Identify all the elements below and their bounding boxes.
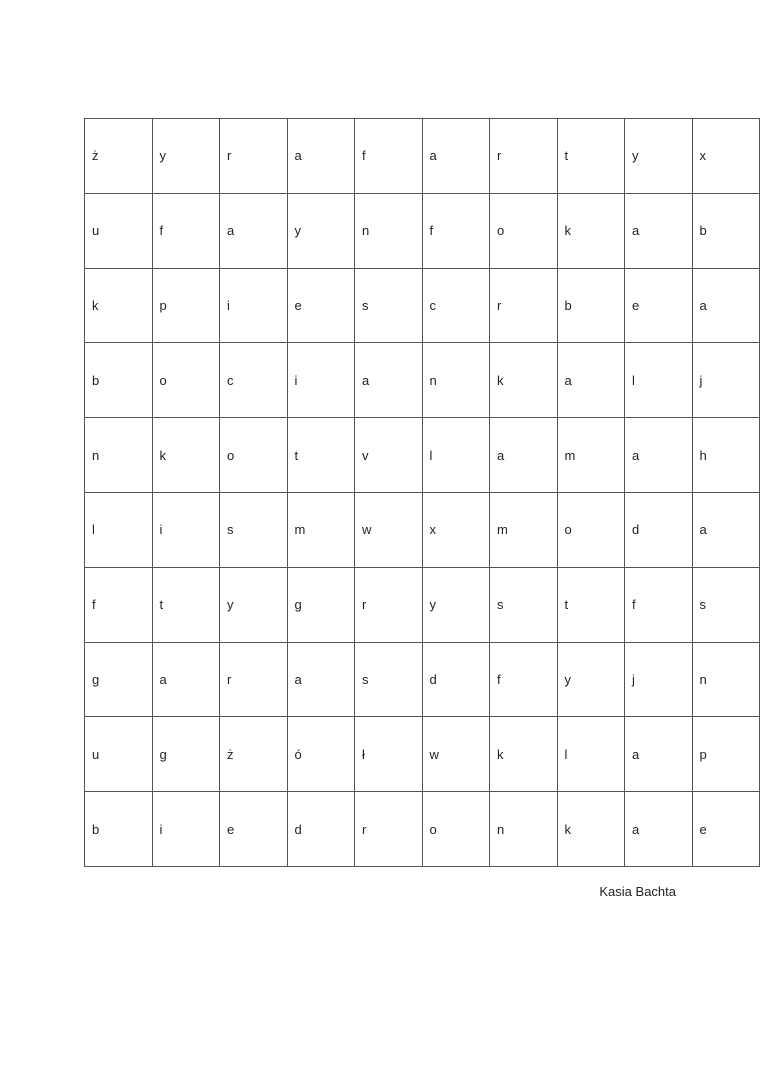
grid-cell: s xyxy=(692,567,760,642)
grid-cell: u xyxy=(85,717,153,792)
grid-row xyxy=(85,193,760,268)
grid-row xyxy=(85,268,760,343)
grid-cell: a xyxy=(422,119,490,194)
grid-row xyxy=(85,418,760,493)
grid-cell: r xyxy=(355,792,423,867)
grid-cell: b xyxy=(85,792,153,867)
author-signature: Kasia Bachta xyxy=(599,884,676,899)
grid-cell: f xyxy=(85,567,153,642)
grid-cell: p xyxy=(152,268,220,343)
grid-cell: a xyxy=(287,119,355,194)
grid-cell: i xyxy=(152,792,220,867)
grid-row xyxy=(85,792,760,867)
grid-cell: m xyxy=(490,492,558,567)
grid-cell: s xyxy=(490,567,558,642)
grid-cell: e xyxy=(692,792,760,867)
grid-cell: d xyxy=(625,492,693,567)
grid-cell: n xyxy=(422,343,490,418)
grid-cell: a xyxy=(287,642,355,717)
grid-cell: v xyxy=(355,418,423,493)
grid-cell: d xyxy=(422,642,490,717)
grid-cell: b xyxy=(557,268,625,343)
grid-row xyxy=(85,343,760,418)
grid-cell: f xyxy=(152,193,220,268)
grid-cell: s xyxy=(355,642,423,717)
grid-cell: w xyxy=(422,717,490,792)
grid-cell: i xyxy=(152,492,220,567)
grid-cell: a xyxy=(625,792,693,867)
grid-cell: o xyxy=(490,193,558,268)
grid-cell: x xyxy=(422,492,490,567)
grid-cell: x xyxy=(692,119,760,194)
grid-cell: t xyxy=(287,418,355,493)
grid-cell: a xyxy=(355,343,423,418)
grid-cell: a xyxy=(490,418,558,493)
grid-cell: t xyxy=(152,567,220,642)
grid-cell: l xyxy=(625,343,693,418)
grid-cell: b xyxy=(85,343,153,418)
grid-cell: c xyxy=(422,268,490,343)
grid-cell: f xyxy=(422,193,490,268)
grid-cell: ó xyxy=(287,717,355,792)
grid-cell: t xyxy=(557,119,625,194)
grid-cell: r xyxy=(220,119,288,194)
grid-cell: w xyxy=(355,492,423,567)
grid-cell: a xyxy=(625,193,693,268)
grid-cell: k xyxy=(490,343,558,418)
grid-cell: k xyxy=(152,418,220,493)
grid-cell: n xyxy=(692,642,760,717)
grid-cell: o xyxy=(152,343,220,418)
grid-cell: y xyxy=(152,119,220,194)
grid-cell: a xyxy=(692,268,760,343)
grid-cell: g xyxy=(152,717,220,792)
grid-cell: m xyxy=(287,492,355,567)
grid-cell: p xyxy=(692,717,760,792)
grid-cell: l xyxy=(85,492,153,567)
grid-row xyxy=(85,567,760,642)
grid-cell: e xyxy=(220,792,288,867)
grid-cell: g xyxy=(287,567,355,642)
grid-cell: o xyxy=(422,792,490,867)
grid-cell: y xyxy=(557,642,625,717)
grid-cell: c xyxy=(220,343,288,418)
grid-cell: o xyxy=(557,492,625,567)
grid-cell: n xyxy=(85,418,153,493)
grid-cell: ż xyxy=(220,717,288,792)
grid-cell: a xyxy=(625,717,693,792)
grid-cell: e xyxy=(625,268,693,343)
grid-cell: i xyxy=(220,268,288,343)
grid-cell: a xyxy=(557,343,625,418)
grid-cell: l xyxy=(422,418,490,493)
grid-cell: a xyxy=(625,418,693,493)
word-search-grid xyxy=(84,118,760,867)
grid-cell: r xyxy=(220,642,288,717)
grid-cell: f xyxy=(490,642,558,717)
grid-cell: y xyxy=(287,193,355,268)
grid-cell: r xyxy=(355,567,423,642)
grid-cell: m xyxy=(557,418,625,493)
grid-cell: y xyxy=(220,567,288,642)
grid-cell: b xyxy=(692,193,760,268)
grid-row xyxy=(85,492,760,567)
grid-cell: n xyxy=(490,792,558,867)
grid-cell: h xyxy=(692,418,760,493)
grid-cell: k xyxy=(490,717,558,792)
grid-cell: e xyxy=(287,268,355,343)
grid-cell: y xyxy=(625,119,693,194)
grid-cell: d xyxy=(287,792,355,867)
grid-cell: a xyxy=(152,642,220,717)
grid-cell: i xyxy=(287,343,355,418)
grid-cell: y xyxy=(422,567,490,642)
grid-cell: k xyxy=(557,792,625,867)
grid-cell: r xyxy=(490,268,558,343)
grid-cell: k xyxy=(557,193,625,268)
grid-cell: t xyxy=(557,567,625,642)
grid-cell: f xyxy=(355,119,423,194)
grid-row xyxy=(85,642,760,717)
grid-cell: a xyxy=(220,193,288,268)
grid-cell: k xyxy=(85,268,153,343)
grid-cell: f xyxy=(625,567,693,642)
grid-row xyxy=(85,119,760,194)
grid-cell: j xyxy=(692,343,760,418)
grid-cell: n xyxy=(355,193,423,268)
grid-cell: r xyxy=(490,119,558,194)
grid-cell: s xyxy=(220,492,288,567)
word-search-grid-body xyxy=(85,119,760,867)
grid-cell: a xyxy=(692,492,760,567)
grid-cell: j xyxy=(625,642,693,717)
grid-cell: u xyxy=(85,193,153,268)
grid-cell: l xyxy=(557,717,625,792)
grid-cell: g xyxy=(85,642,153,717)
grid-row xyxy=(85,717,760,792)
grid-cell: ż xyxy=(85,119,153,194)
grid-cell: o xyxy=(220,418,288,493)
grid-cell: s xyxy=(355,268,423,343)
grid-cell: ł xyxy=(355,717,423,792)
